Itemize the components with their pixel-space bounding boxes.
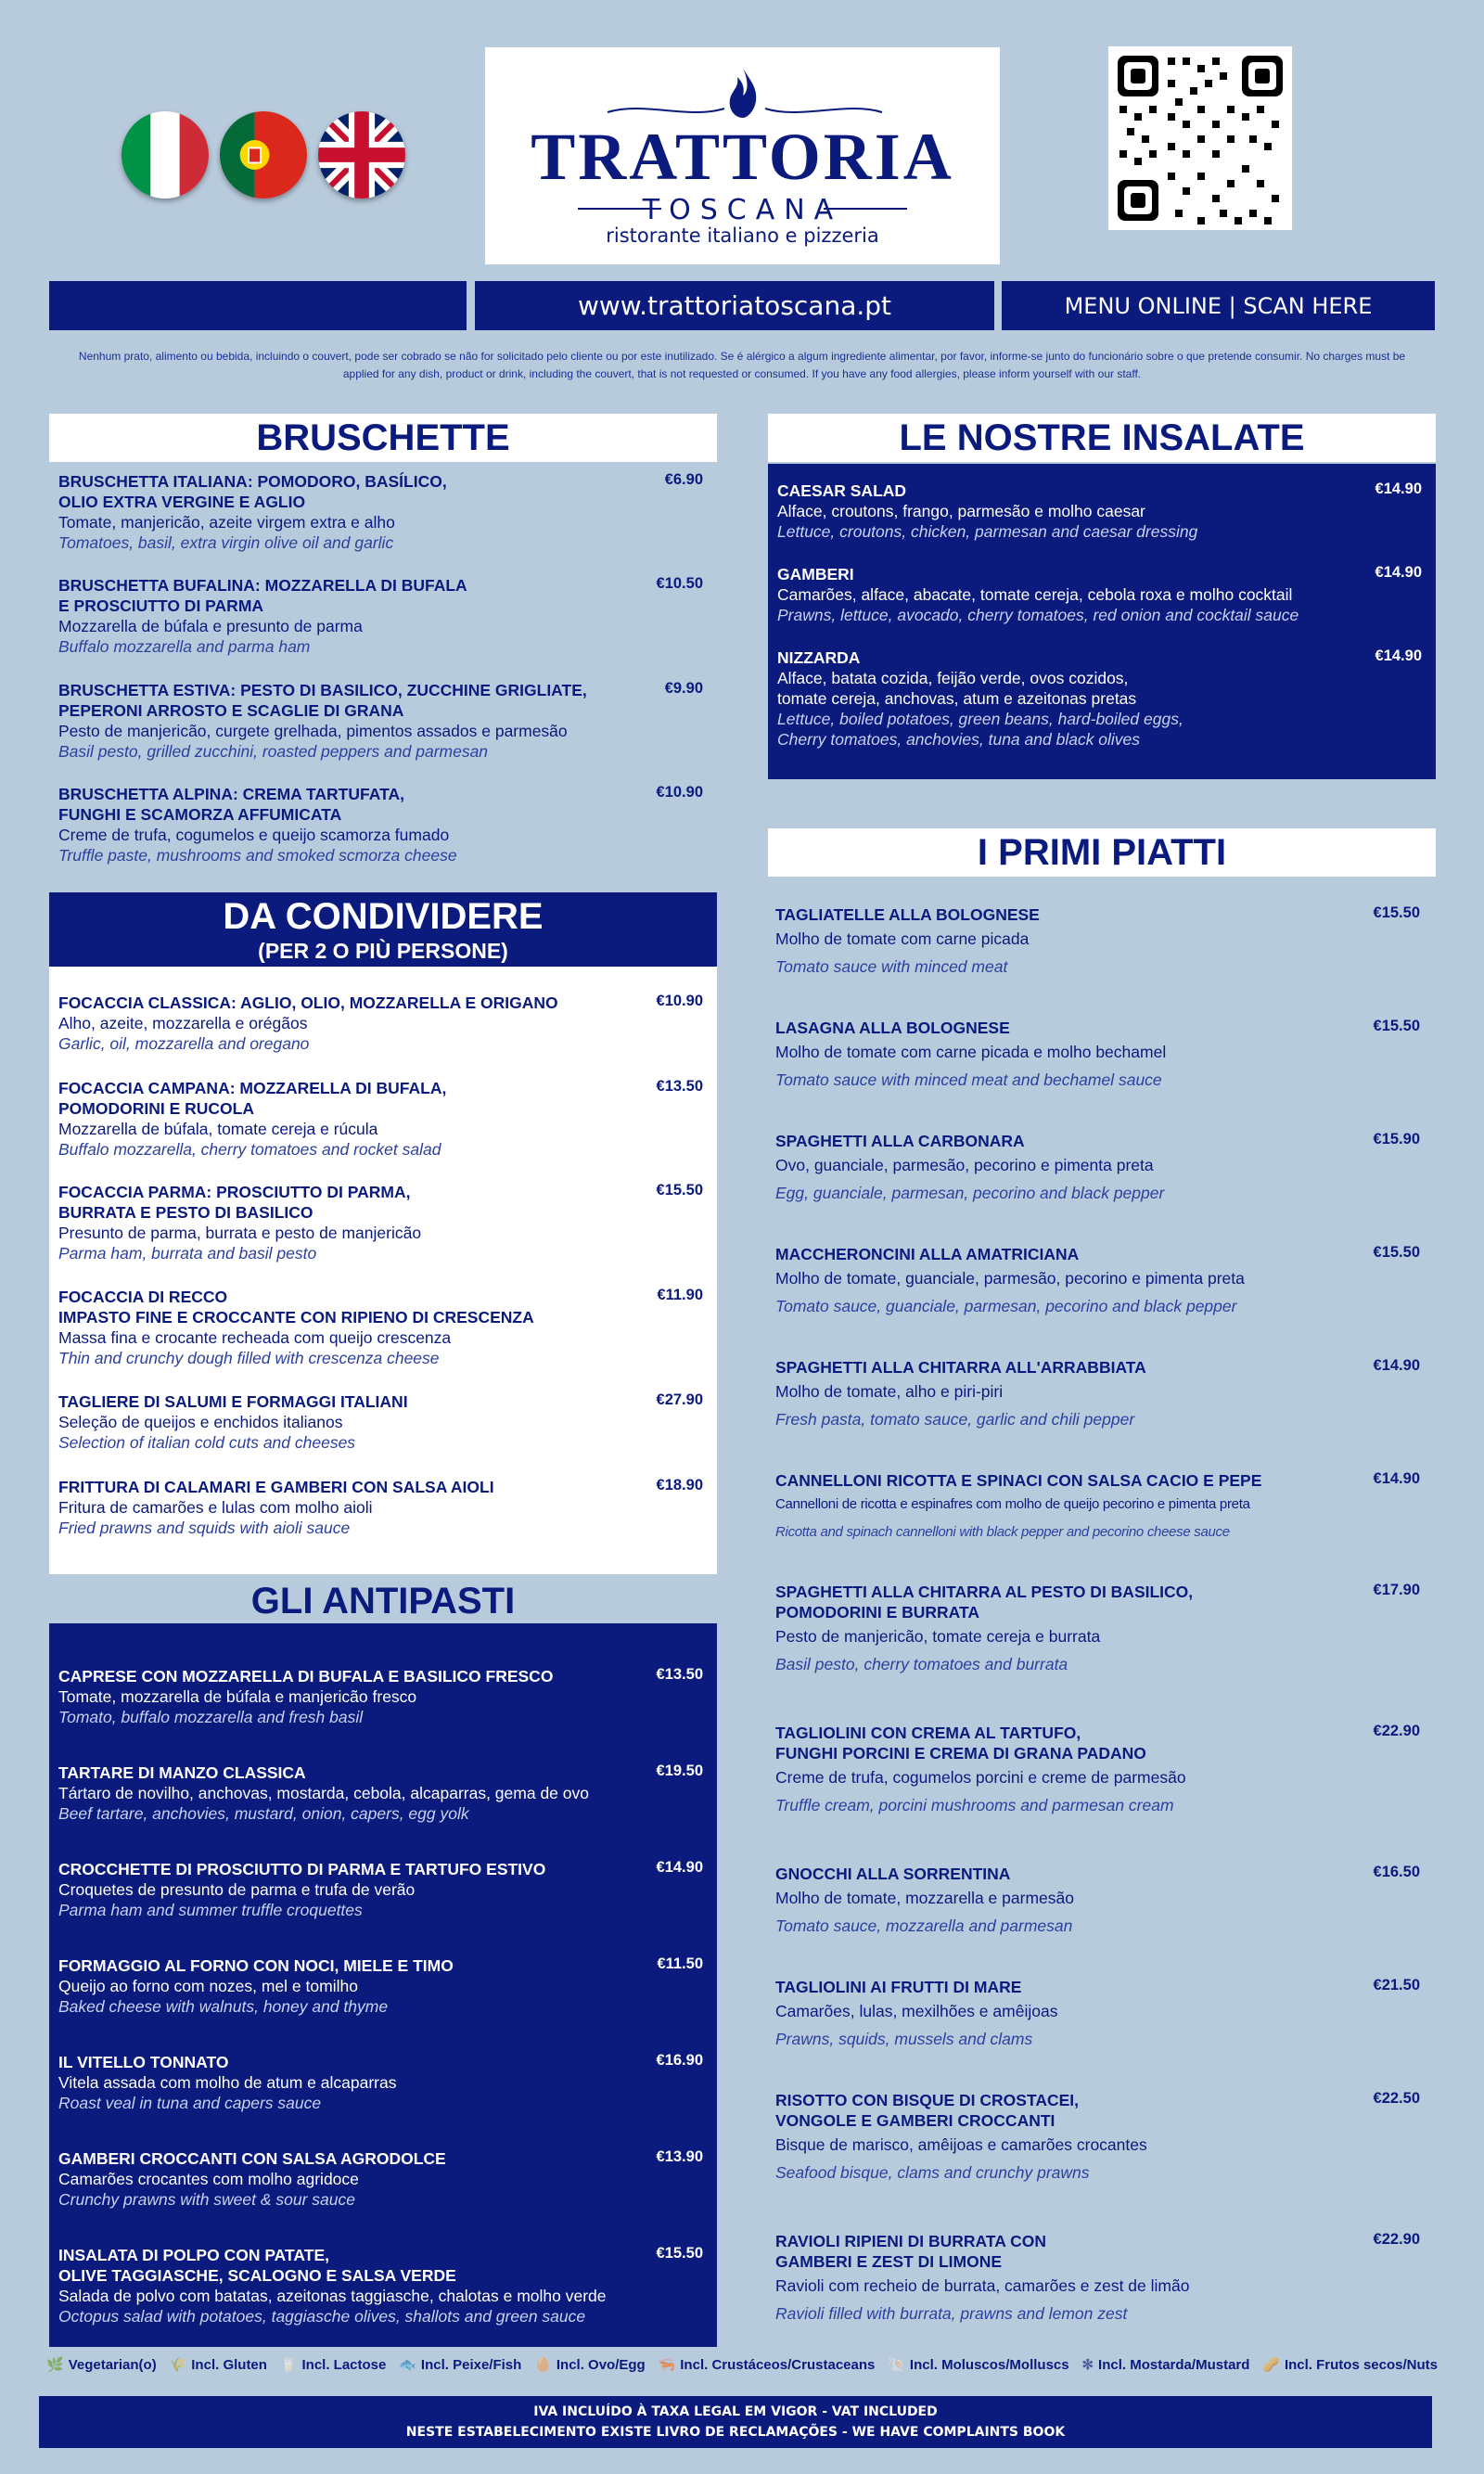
item-name: FRITTURA DI CALAMARI E GAMBERI CON SALSA AIOLI <box>58 1478 494 1496</box>
menu-item <box>58 993 703 1054</box>
item-price: €16.50 <box>1373 1864 1420 1880</box>
logo-tagline: ristorante italiano e pizzeria <box>606 224 879 247</box>
item-description-pt: Camarões, alface, abacate, tomate cereja, cebola roxa e molho cocktail <box>777 585 1293 604</box>
nut-icon: 🥜 <box>1262 2357 1280 2373</box>
uk-flag[interactable] <box>318 111 405 199</box>
website-link[interactable] <box>475 281 994 330</box>
legend-item: 🥜 Incl. Frutos secos/Nuts <box>1262 2357 1438 2373</box>
menu-online-link[interactable] <box>1002 281 1435 330</box>
menu-item <box>777 481 1422 542</box>
item-description-en: Tomato sauce with minced meat and bechamel sauce <box>775 1070 1162 1089</box>
item-name: SPAGHETTI ALLA CARBONARA <box>775 1132 1025 1150</box>
item-price: €10.90 <box>656 784 703 801</box>
item-name: RISOTTO CON BISQUE DI CROSTACEI, <box>775 2091 1080 2109</box>
item-description-en: Parma ham, burrata and basil pesto <box>58 1244 317 1263</box>
item-description-pt: Molho de tomate com carne picada e molho bechamel <box>775 1043 1167 1061</box>
menu-item <box>777 647 1422 750</box>
menu-item <box>58 575 703 657</box>
item-name-line2: POMODORINI E RUCOLA <box>58 1099 254 1118</box>
item-name-line2: BURRATA E PESTO DI BASILICO <box>58 1203 313 1222</box>
item-description-pt: Cannelloni de ricotta e espinafres com molho de queijo pecorino e pimenta preta <box>775 1496 1250 1512</box>
item-description-en: Parma ham and summer truffle croquettes <box>58 1901 363 1919</box>
item-price: €10.90 <box>656 993 703 1009</box>
legend-item: 🌿 Vegetarian(o) <box>46 2357 157 2373</box>
item-description-pt: Ovo, guanciale, parmesão, pecorino e pimenta preta <box>775 1156 1154 1174</box>
item-description-en: Tomatoes, basil, extra virgin olive oil and garlic <box>58 533 394 552</box>
item-name-line2: GAMBERI E ZEST DI LIMONE <box>775 2252 1003 2271</box>
legend-item: 🥚 Incl. Ovo/Egg <box>534 2357 646 2373</box>
item-description-pt: Mozzarella de búfala, tomate cereja e rúcula <box>58 1120 378 1138</box>
item-name-line2: IMPASTO FINE E CROCCANTE CON RIPIENO DI CRESCENZA <box>58 1308 534 1327</box>
item-description-en: Crunchy prawns with sweet & sour sauce <box>58 2190 355 2209</box>
menu-item <box>775 1723 1420 1819</box>
item-name: FORMAGGIO AL FORNO CON NOCI, MIELE E TIMO <box>58 1956 454 1975</box>
item-name: MACCHERONCINI ALLA AMATRICIANA <box>775 1245 1080 1263</box>
item-price: €15.90 <box>1373 1131 1420 1147</box>
item-description-en: Beef tartare, anchovies, mustard, onion, capers, egg yolk <box>58 1804 469 1823</box>
condividere-title: DA CONDIVIDERE <box>223 896 544 937</box>
item-description-en: Egg, guanciale, parmesan, pecorino and black pepper <box>775 1184 1165 1202</box>
item-name: GAMBERI <box>777 565 854 583</box>
qr-code[interactable] <box>1108 46 1292 230</box>
item-price: €15.50 <box>1373 1244 1420 1261</box>
item-description-pt: Tártaro de novilho, anchovas, mostarda, cebola, alcaparras, gema de ovo <box>58 1784 589 1802</box>
item-description-en: Garlic, oil, mozzarella and oregano <box>58 1034 310 1053</box>
item-name-line2: FUNGHI PORCINI E CREMA DI GRANA PADANO <box>775 1744 1146 1763</box>
item-price: €14.90 <box>1373 1357 1420 1374</box>
menu-item <box>58 1078 703 1160</box>
item-description-pt: Massa fina e crocante recheada com queijo crescenza <box>58 1328 452 1347</box>
mustard-icon: ✻ <box>1081 2357 1094 2373</box>
menu-item <box>775 1582 1420 1678</box>
item-name: CROCCHETTE DI PROSCIUTTO DI PARMA E TARTUFO ESTIVO <box>58 1860 546 1878</box>
item-description-pt: Molho de tomate, alho e piri-piri <box>775 1382 1004 1401</box>
shell-icon: 🐚 <box>888 2357 905 2373</box>
item-description-en: Roast veal in tuna and capers sauce <box>58 2094 322 2112</box>
item-price: €6.90 <box>664 471 703 488</box>
shrimp-icon: 🦐 <box>658 2357 676 2373</box>
item-description-en: Lettuce, boiled potatoes, green beans, hard-boiled eggs, <box>777 710 1183 728</box>
item-description-pt: Pesto de manjericão, tomate cereja e burrata <box>775 1627 1101 1646</box>
item-description-pt: Tomate, manjericão, azeite virgem extra e alho <box>58 513 395 532</box>
item-description-pt: Croquetes de presunto de parma e trufa de verão <box>58 1880 416 1899</box>
item-description-pt: Bisque de marisco, amêijoas e camarões crocantes <box>775 2135 1147 2154</box>
item-description-pt: Ravioli com recheio de burrata, camarões e zest de limão <box>775 2276 1190 2295</box>
menu-item <box>775 2090 1420 2186</box>
item-description-en: Ravioli filled with burrata, prawns and lemon zest <box>775 2304 1128 2323</box>
antipasti-title: GLI ANTIPASTI <box>250 1581 516 1622</box>
ornament-right-icon <box>763 101 884 120</box>
footer <box>39 2396 1432 2448</box>
item-name: FOCACCIA CLASSICA: AGLIO, OLIO, MOZZARELLA E ORIGANO <box>58 993 558 1012</box>
logo-title: TRATTORIA <box>531 120 954 194</box>
item-price: €10.50 <box>656 575 703 592</box>
menu-item <box>58 2052 703 2113</box>
antipasti-section <box>49 1623 717 2347</box>
item-description-en: Ricotta and spinach cannelloni with black pepper and pecorino cheese sauce <box>775 1524 1230 1540</box>
menu-item <box>775 904 1420 981</box>
menu-item <box>775 1864 1420 1940</box>
item-description-en: Buffalo mozzarella and parma ham <box>58 637 311 656</box>
menu-item <box>775 1131 1420 1207</box>
item-price: €9.90 <box>664 680 703 697</box>
menu-item <box>58 1391 703 1453</box>
item-description-pt: Pesto de manjericão, curgete grelhada, pimentos assados e parmesão <box>58 722 568 740</box>
item-name: TAGLIATELLE ALLA BOLOGNESE <box>775 905 1040 924</box>
item-description-pt: Presunto de parma, burrata e pesto de manjericão <box>58 1224 422 1242</box>
menu-item <box>775 1244 1420 1320</box>
item-description-pt: Vitela assada com molho de atum e alcaparras <box>58 2073 397 2092</box>
menu-item <box>777 564 1422 625</box>
item-price: €18.90 <box>656 1477 703 1493</box>
item-name: BRUSCHETTA BUFALINA: MOZZARELLA DI BUFALA <box>58 576 467 595</box>
fish-icon: 🐟 <box>399 2357 416 2373</box>
item-name-line2: VONGOLE E GAMBERI CROCCANTI <box>775 2111 1055 2130</box>
menu-item <box>58 2148 703 2210</box>
item-description-en: Fresh pasta, tomato sauce, garlic and chili pepper <box>775 1410 1135 1429</box>
item-description-pt: Queijo ao forno com nozes, mel e tomilho <box>58 1977 358 1995</box>
item-price: €17.90 <box>1373 1582 1420 1598</box>
disclaimer: Nenhum prato, alimento ou bebida, incluindo o couvert, pode ser cobrado se não for solicitado pelo cliente ou por este inutilizado. Se é alérgico a algum ingrediente alimentar, por favor, informe-se junto do funcionário sobre o que pretende consumir. No charges must be applied for any dish, product or drink, including the couvert, that is not requested or consumed. If you have any food allergies, please inform yourself with our staff. <box>78 350 1406 380</box>
item-description-pt: Mozzarella de búfala e presunto de parma <box>58 617 363 635</box>
menu-item <box>58 1182 703 1263</box>
menu-online-text[interactable]: MENU ONLINE | SCAN HERE <box>1064 292 1373 319</box>
menu-item <box>58 471 703 553</box>
item-description-en: Lettuce, croutons, chicken, parmesan and caesar dressing <box>777 522 1198 541</box>
item-description-pt: Salada de polvo com batatas, azeitonas taggiasche, chalotas e molho verde <box>58 2287 607 2305</box>
menu-item <box>775 1357 1420 1433</box>
item-name-line2: FUNGHI E SCAMORZA AFFUMICATA <box>58 805 342 824</box>
menu-item <box>58 2245 703 2327</box>
item-name-line2: OLIVE TAGGIASCHE, SCALOGNO E SALSA VERDE <box>58 2266 456 2285</box>
item-price: €16.90 <box>656 2052 703 2069</box>
item-name: LASAGNA ALLA BOLOGNESE <box>775 1019 1010 1037</box>
item-name: TAGLIERE DI SALUMI E FORMAGGI ITALIANI <box>58 1392 408 1411</box>
item-name: FOCACCIA CAMPANA: MOZZARELLA DI BUFALA, <box>58 1079 447 1097</box>
item-price: €15.50 <box>656 2245 703 2262</box>
portugal-flag[interactable] <box>220 111 307 199</box>
insalate-section <box>768 464 1436 779</box>
item-name: INSALATA DI POLPO CON PATATE, <box>58 2246 329 2264</box>
italy-flag[interactable] <box>122 111 209 199</box>
item-name: TAGLIOLINI CON CREMA AL TARTUFO, <box>775 1724 1081 1742</box>
logo-subtitle: TOSCANA <box>642 194 843 226</box>
item-price: €15.50 <box>1373 904 1420 921</box>
legend-item: ✻ Incl. Mostarda/Mustard <box>1081 2357 1250 2373</box>
item-name-line2: POMODORINI E BURRATA <box>775 1603 980 1622</box>
item-price: €11.50 <box>657 1955 703 1972</box>
item-name: BRUSCHETTA ALPINA: CREMA TARTUFATA, <box>58 785 404 803</box>
bruschette-title: BRUSCHETTE <box>49 414 717 462</box>
item-description-en: Fried prawns and squids with aioli sauce <box>58 1519 351 1537</box>
item-description-pt: Alface, croutons, frango, parmesão e molho caesar <box>777 502 1145 520</box>
insalate-title: LE NOSTRE INSALATE <box>768 414 1436 462</box>
legend-item: 🦐 Incl. Crustáceos/Crustaceans <box>658 2357 876 2373</box>
wheat-icon: 🌾 <box>169 2357 187 2373</box>
item-description-pt: Alho, azeite, mozzarella e orégãos <box>58 1014 308 1032</box>
item-description-en: Thin and crunchy dough filled with crescenza cheese <box>58 1349 440 1367</box>
item-description-pt: Creme de trufa, cogumelos porcini e creme de parmesão <box>775 1768 1186 1787</box>
item-description-en: Prawns, lettuce, avocado, cherry tomatoes, red onion and cocktail sauce <box>777 606 1299 624</box>
header-bar-left <box>49 281 467 330</box>
item-description-en: Tomato sauce, guanciale, parmesan, pecorino and black pepper <box>775 1297 1237 1315</box>
legend-item: 🐚 Incl. Moluscos/Molluscs <box>888 2357 1069 2373</box>
menu-item <box>58 680 703 762</box>
item-price: €13.90 <box>656 2148 703 2165</box>
item-name: TAGLIOLINI AI FRUTTI DI MARE <box>775 1978 1022 1996</box>
leaf-icon: 🌿 <box>46 2357 64 2373</box>
menu-item <box>58 1666 703 1727</box>
item-description-en: Octopus salad with potatoes, taggiasche olives, shallots and green sauce <box>58 2307 586 2326</box>
item-description-en: Basil pesto, cherry tomatoes and burrata <box>775 1655 1068 1673</box>
item-price: €22.50 <box>1373 2090 1420 2107</box>
item-description-pt-line2: tomate cereja, anchovas, atum e azeitonas pretas <box>777 689 1137 708</box>
item-description-en: Tomato sauce, mozzarella and parmesan <box>775 1916 1073 1935</box>
item-description-pt: Tomate, mozzarella de búfala e manjericão fresco <box>58 1687 417 1706</box>
condividere-section <box>49 892 717 1574</box>
item-price: €15.50 <box>656 1182 703 1199</box>
item-description-en: Baked cheese with walnuts, honey and thyme <box>58 1997 389 2016</box>
item-name: GAMBERI CROCCANTI CON SALSA AGRODOLCE <box>58 2149 446 2168</box>
item-price: €14.90 <box>1375 481 1422 497</box>
item-name: BRUSCHETTA ITALIANA: POMODORO, BASÍLICO, <box>58 472 447 491</box>
condividere-subtitle: (PER 2 O PIÙ PERSONE) <box>258 939 508 963</box>
menu-item <box>775 1018 1420 1094</box>
item-price: €15.50 <box>1373 1018 1420 1034</box>
item-description-en: Truffle paste, mushrooms and smoked scmorza cheese <box>58 846 457 865</box>
item-name: SPAGHETTI ALLA CHITARRA AL PESTO DI BASILICO, <box>775 1583 1194 1601</box>
ornament-left-icon <box>606 101 726 120</box>
menu-item <box>775 1977 1420 2053</box>
bruschette-section <box>49 464 717 872</box>
item-price: €19.50 <box>656 1763 703 1779</box>
item-price: €14.90 <box>1375 564 1422 581</box>
item-description-pt: Creme de trufa, cogumelos e queijo scamorza fumado <box>58 826 450 844</box>
menu-item <box>58 1859 703 1920</box>
item-description-pt: Fritura de camarões e lulas com molho aioli <box>58 1498 373 1517</box>
item-description-en: Tomato, buffalo mozzarella and fresh basil <box>58 1708 364 1726</box>
item-description-en: Buffalo mozzarella, cherry tomatoes and rocket salad <box>58 1140 441 1159</box>
item-price: €11.90 <box>657 1287 703 1303</box>
primi-section <box>768 891 1436 2347</box>
item-name: CAESAR SALAD <box>777 481 907 500</box>
menu-item <box>58 1477 703 1538</box>
menu-item <box>775 1470 1420 1546</box>
item-price: €22.90 <box>1373 2231 1420 2248</box>
primi-title: I PRIMI PIATTI <box>768 828 1436 877</box>
menu-item <box>58 784 703 865</box>
item-description-en: Selection of italian cold cuts and cheeses <box>58 1433 356 1452</box>
item-description-pt: Camarões, lulas, mexilhões e amêijoas <box>775 2002 1058 2020</box>
item-price: €21.50 <box>1373 1977 1420 1993</box>
item-name: FOCACCIA DI RECCO <box>58 1288 228 1306</box>
item-description-pt: Camarões crocantes com molho agridoce <box>58 2170 359 2188</box>
item-description-pt: Seleção de queijos e enchidos italianos <box>58 1413 343 1431</box>
footer-complaints: NESTE ESTABELECIMENTO EXISTE LIVRO DE RECLAMAÇÕES - WE HAVE COMPLAINTS BOOK <box>405 2425 1066 2440</box>
item-description-en: Seafood bisque, clams and crunchy prawns <box>775 2163 1090 2182</box>
item-name: FOCACCIA PARMA: PROSCIUTTO DI PARMA, <box>58 1183 411 1201</box>
item-price: €13.50 <box>656 1078 703 1095</box>
item-name: NIZZARDA <box>777 648 861 667</box>
menu-item <box>775 2231 1420 2327</box>
item-name: TARTARE DI MANZO CLASSICA <box>58 1763 306 1782</box>
website-text[interactable]: www.trattoriatoscana.pt <box>577 290 892 321</box>
item-description-pt: Molho de tomate, mozzarella e parmesão <box>775 1889 1074 1907</box>
allergen-legend <box>46 2356 1438 2373</box>
item-name: CAPRESE CON MOZZARELLA DI BUFALA E BASILICO FRESCO <box>58 1667 554 1686</box>
item-name: BRUSCHETTA ESTIVA: PESTO DI BASILICO, ZUCCHINE GRIGLIATE, <box>58 681 587 699</box>
item-price: €14.90 <box>656 1859 703 1876</box>
item-price: €13.50 <box>656 1666 703 1683</box>
flame-icon <box>724 66 761 120</box>
item-description-en: Prawns, squids, mussels and clams <box>775 2030 1033 2048</box>
item-description-en: Basil pesto, grilled zucchini, roasted peppers and parmesan <box>58 742 489 761</box>
legend-item: 🥛 Incl. Lactose <box>279 2357 387 2373</box>
item-description-en-line2: Cherry tomatoes, anchovies, tuna and black olives <box>777 730 1141 749</box>
item-description-pt: Molho de tomate com carne picada <box>775 929 1030 948</box>
item-price: €27.90 <box>656 1391 703 1408</box>
legend-item: 🐟 Incl. Peixe/Fish <box>399 2357 522 2373</box>
item-name-line2: E PROSCIUTTO DI PARMA <box>58 596 264 615</box>
egg-icon: 🥚 <box>534 2357 552 2373</box>
item-price: €22.90 <box>1373 1723 1420 1739</box>
item-price: €14.90 <box>1373 1470 1420 1487</box>
menu-item <box>58 1763 703 1824</box>
item-description-pt: Alface, batata cozida, feijão verde, ovos cozidos, <box>777 669 1129 687</box>
item-name-line2: OLIO EXTRA VERGINE E AGLIO <box>58 493 306 511</box>
item-description-pt: Molho de tomate, guanciale, parmesão, pecorino e pimenta preta <box>775 1269 1245 1288</box>
footer-vat: IVA INCLUÍDO À TAXA LEGAL EM VIGOR - VAT INCLUDED <box>533 2404 938 2419</box>
item-name-line2: PEPERONI ARROSTO E SCAGLIE DI GRANA <box>58 701 404 720</box>
menu-item <box>58 1287 703 1368</box>
item-name: IL VITELLO TONNATO <box>58 2053 229 2071</box>
item-name: SPAGHETTI ALLA CHITARRA ALL'ARRABBIATA <box>775 1358 1146 1377</box>
item-price: €14.90 <box>1375 647 1422 664</box>
item-description-en: Truffle cream, porcini mushrooms and parmesan cream <box>775 1796 1174 1814</box>
legend-item: 🌾 Incl. Gluten <box>169 2357 267 2373</box>
milk-icon: 🥛 <box>279 2357 298 2373</box>
item-description-en: Tomato sauce with minced meat <box>775 957 1008 976</box>
item-name: CANNELLONI RICOTTA E SPINACI CON SALSA CACIO E PEPE <box>775 1471 1262 1490</box>
menu-item <box>58 1955 703 2017</box>
logo <box>485 47 1000 264</box>
item-name: RAVIOLI RIPIENI DI BURRATA CON <box>775 2232 1046 2250</box>
item-name: GNOCCHI ALLA SORRENTINA <box>775 1865 1011 1883</box>
